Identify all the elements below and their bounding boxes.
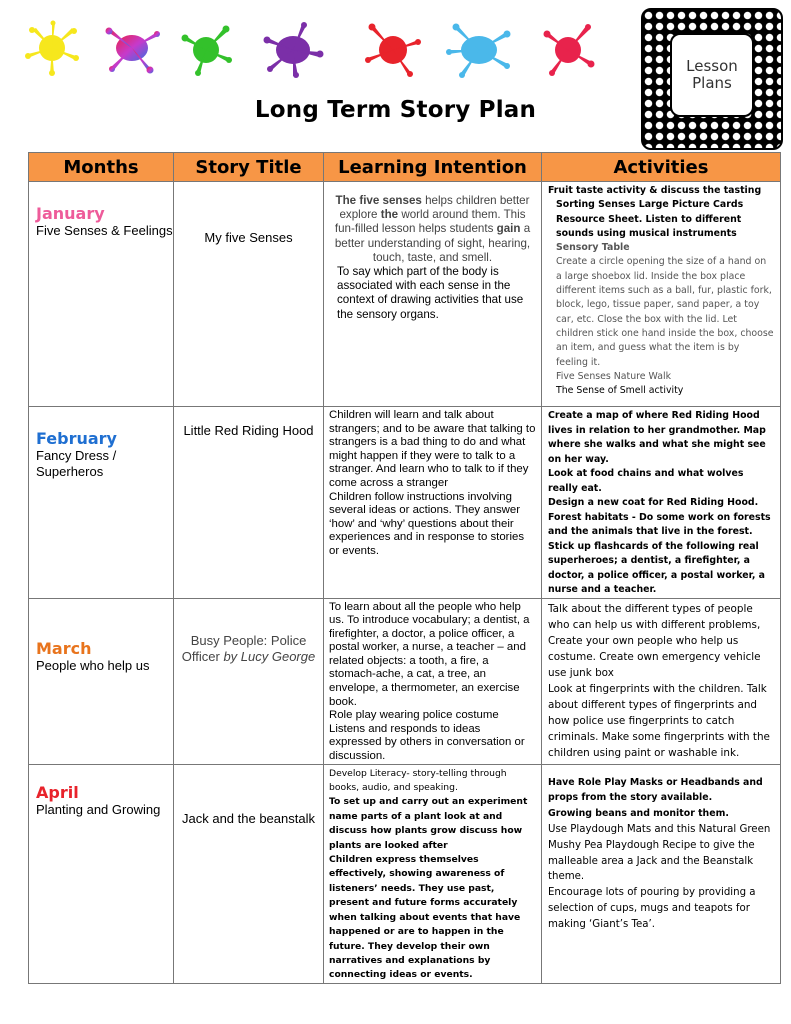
table-row-january [29,182,781,407]
header-story-title: Story Title [174,153,324,182]
header-learning-intention: Learning Intention [324,153,542,182]
activities-cell [542,182,781,407]
month-cell [29,407,174,599]
learning-intention-cell [324,182,542,407]
learning-intention-cell [324,407,542,599]
activity-item: Sorting Senses Large Picture Cards Resource Sheet. Listen to different sounds using musical instruments [556,199,744,239]
activity-item: Design a new coat for Red Riding Hood. [548,497,759,508]
learning-intention-cell [324,764,542,983]
paint-splat-magenta-icon [102,20,162,76]
story-title: My five Senses [204,230,293,245]
activity-item: Encourage lots of pouring by providing a selection of cups, mugs and teapots for making ‘Giant’s Tea’. [548,887,756,930]
activity-item: Sensory Table [556,242,630,254]
story-plan-table [28,152,781,984]
activity-item: Growing beans and monitor them. [548,808,729,820]
month-cell [29,598,174,764]
story-title-cell [174,182,324,407]
story-title-cell [174,598,324,764]
intention-paragraph [329,194,536,265]
intention-text: helps children better explore [339,194,530,222]
activity-item: Talk about the different types of people who can help us with different problems, [548,602,761,631]
page-title: Long Term Story Plan [254,97,537,123]
activities-cell [542,407,781,599]
story-title: Little Red Riding Hood [183,423,314,438]
intention-text: world around them. This fun-filled lesson helps students [334,208,526,236]
activity-item: Create a map of where Red Riding Hood lives in relation to her grandmother. Map where she walks and what she might see on her way. [548,410,766,465]
intention-paragraph: To set up and carry out an experiment name parts of a plant look at and discuss how plants grow discuss how plants are looked after [329,796,528,851]
learning-intention-cell [324,598,542,764]
month-cell [29,764,174,983]
story-author: by Lucy George [223,648,316,664]
paint-splat-yellow-icon [24,20,80,76]
activity-item: Forest habitats - Do some work on forests and the animals that live in the forest. [548,511,771,537]
intention-paragraph: Role play wearing police costume [329,709,499,722]
table-row-april [29,764,781,983]
header-activities: Activities [542,153,781,182]
activities-cell [542,598,781,764]
lesson-plans-badge [641,8,783,150]
intention-paragraph: Listens and responds to ideas expressed by others in conversation or discussion. [329,722,525,763]
story-title: Busy People: Police Officer [181,632,307,664]
activity-item: Have Role Play Masks or Headbands and props from the story available. [548,776,763,804]
activity-item: Create a circle opening the size of a hand on a large shoebox lid. Inside the box place different items such as a ball, fur, plastic fork, block, lego, tissue paper, sand paper, a toy car, etc. Close the box with the lid. Let children stick one hand inside the box, choose an item, and guess what the item is by feeling it. [556,256,774,368]
activity-item: Look at fingerprints with the children. Talk about different types of fingerprints and how police use fingerprints to catch criminals. Make some fingerprints with the children using paint or washable ink. [548,682,770,759]
intention-bold-text: the [380,208,399,222]
month-theme: Planting and Growing [36,801,161,817]
paint-splat-green-icon [180,24,232,76]
month-cell [29,182,174,407]
month-theme: Five Senses & Feelings [36,223,173,238]
paint-splat-red-icon [364,22,422,78]
paint-splat-crimson-icon [540,22,596,78]
activities-cell [542,764,781,983]
paint-splat-blue-icon [446,20,512,78]
intention-bold-text: gain [496,222,521,236]
table-header-row [29,153,781,182]
intention-text: a better understanding of sight, hearing, touch, taste, and smell. [334,222,531,264]
activity-item: Five Senses Nature Walk [556,370,672,382]
activity-item: Look at food chains and what wolves really eat. [548,468,744,494]
table-row-march [29,598,781,764]
header-months: Months [29,153,174,182]
story-title-cell [174,407,324,599]
activity-item: Fruit taste activity & discuss the tasting [548,185,762,196]
month-theme: People who help us [36,657,150,673]
intention-paragraph: Develop Literacy- story-telling through books, audio, and speaking. [329,767,507,794]
intention-paragraph: Children follow instructions involving several ideas or actions. They answer ‘how’ and ‘why’ questions about their experiences and in response to stories or events. [329,490,525,557]
month-name: January [36,204,105,223]
month-name: March [36,638,92,658]
badge-text: Lesson Plans [686,57,738,92]
month-name: April [36,782,79,802]
intention-paragraph: To say which part of the body is associated with each sense in the context of drawing activities that use the sensory organs. [337,265,524,321]
intention-bold-text: The five senses [335,194,422,207]
table-row-february [29,407,781,599]
intention-paragraph: Children express themselves effectively, showing awareness of listeners’ needs. They use past, present and future forms accurately when talking about events that have happened or are to happen in the future. They develop their own narratives and explanations by connecting ideas or events. [329,854,521,981]
month-theme: Fancy Dress / Superheros [36,448,117,479]
paint-splat-purple-icon [262,22,324,78]
intention-paragraph: Children will learn and talk about strangers; and to be aware that talking to strangers is a bad thing to do and what might happen if they were to talk to a stranger. And learn who to talk to if they come across a stranger [329,409,536,489]
activity-item: Use Playdough Mats and this Natural Green Mushy Pea Playdough Recipe to give the malleable area a Jack and the Beanstalk theme. [548,824,771,883]
month-name: February [36,429,117,448]
activity-item: The Sense of Smell activity [556,385,684,397]
story-title-cell [174,764,324,983]
intention-paragraph: To learn about all the people who help us. To introduce vocabulary; a dentist, a firefighter, a doctor, a police officer, a postal worker, a nurse, a teacher – and related objects: a tooth, a fire, a stomach-ache, a cat, a tree, an envelope, a thermometer, an exercise book. [329,600,530,708]
activity-item: Create your own people who help us costume. Create own emergency vehicle use junk box [548,634,761,679]
activity-item: Stick up flashcards of the following real superheroes; a dentist, a firefighter, a doctor, a police officer, a postal worker, a nurse and a teacher. [548,540,765,595]
story-title: Jack and the beanstalk [182,810,315,826]
